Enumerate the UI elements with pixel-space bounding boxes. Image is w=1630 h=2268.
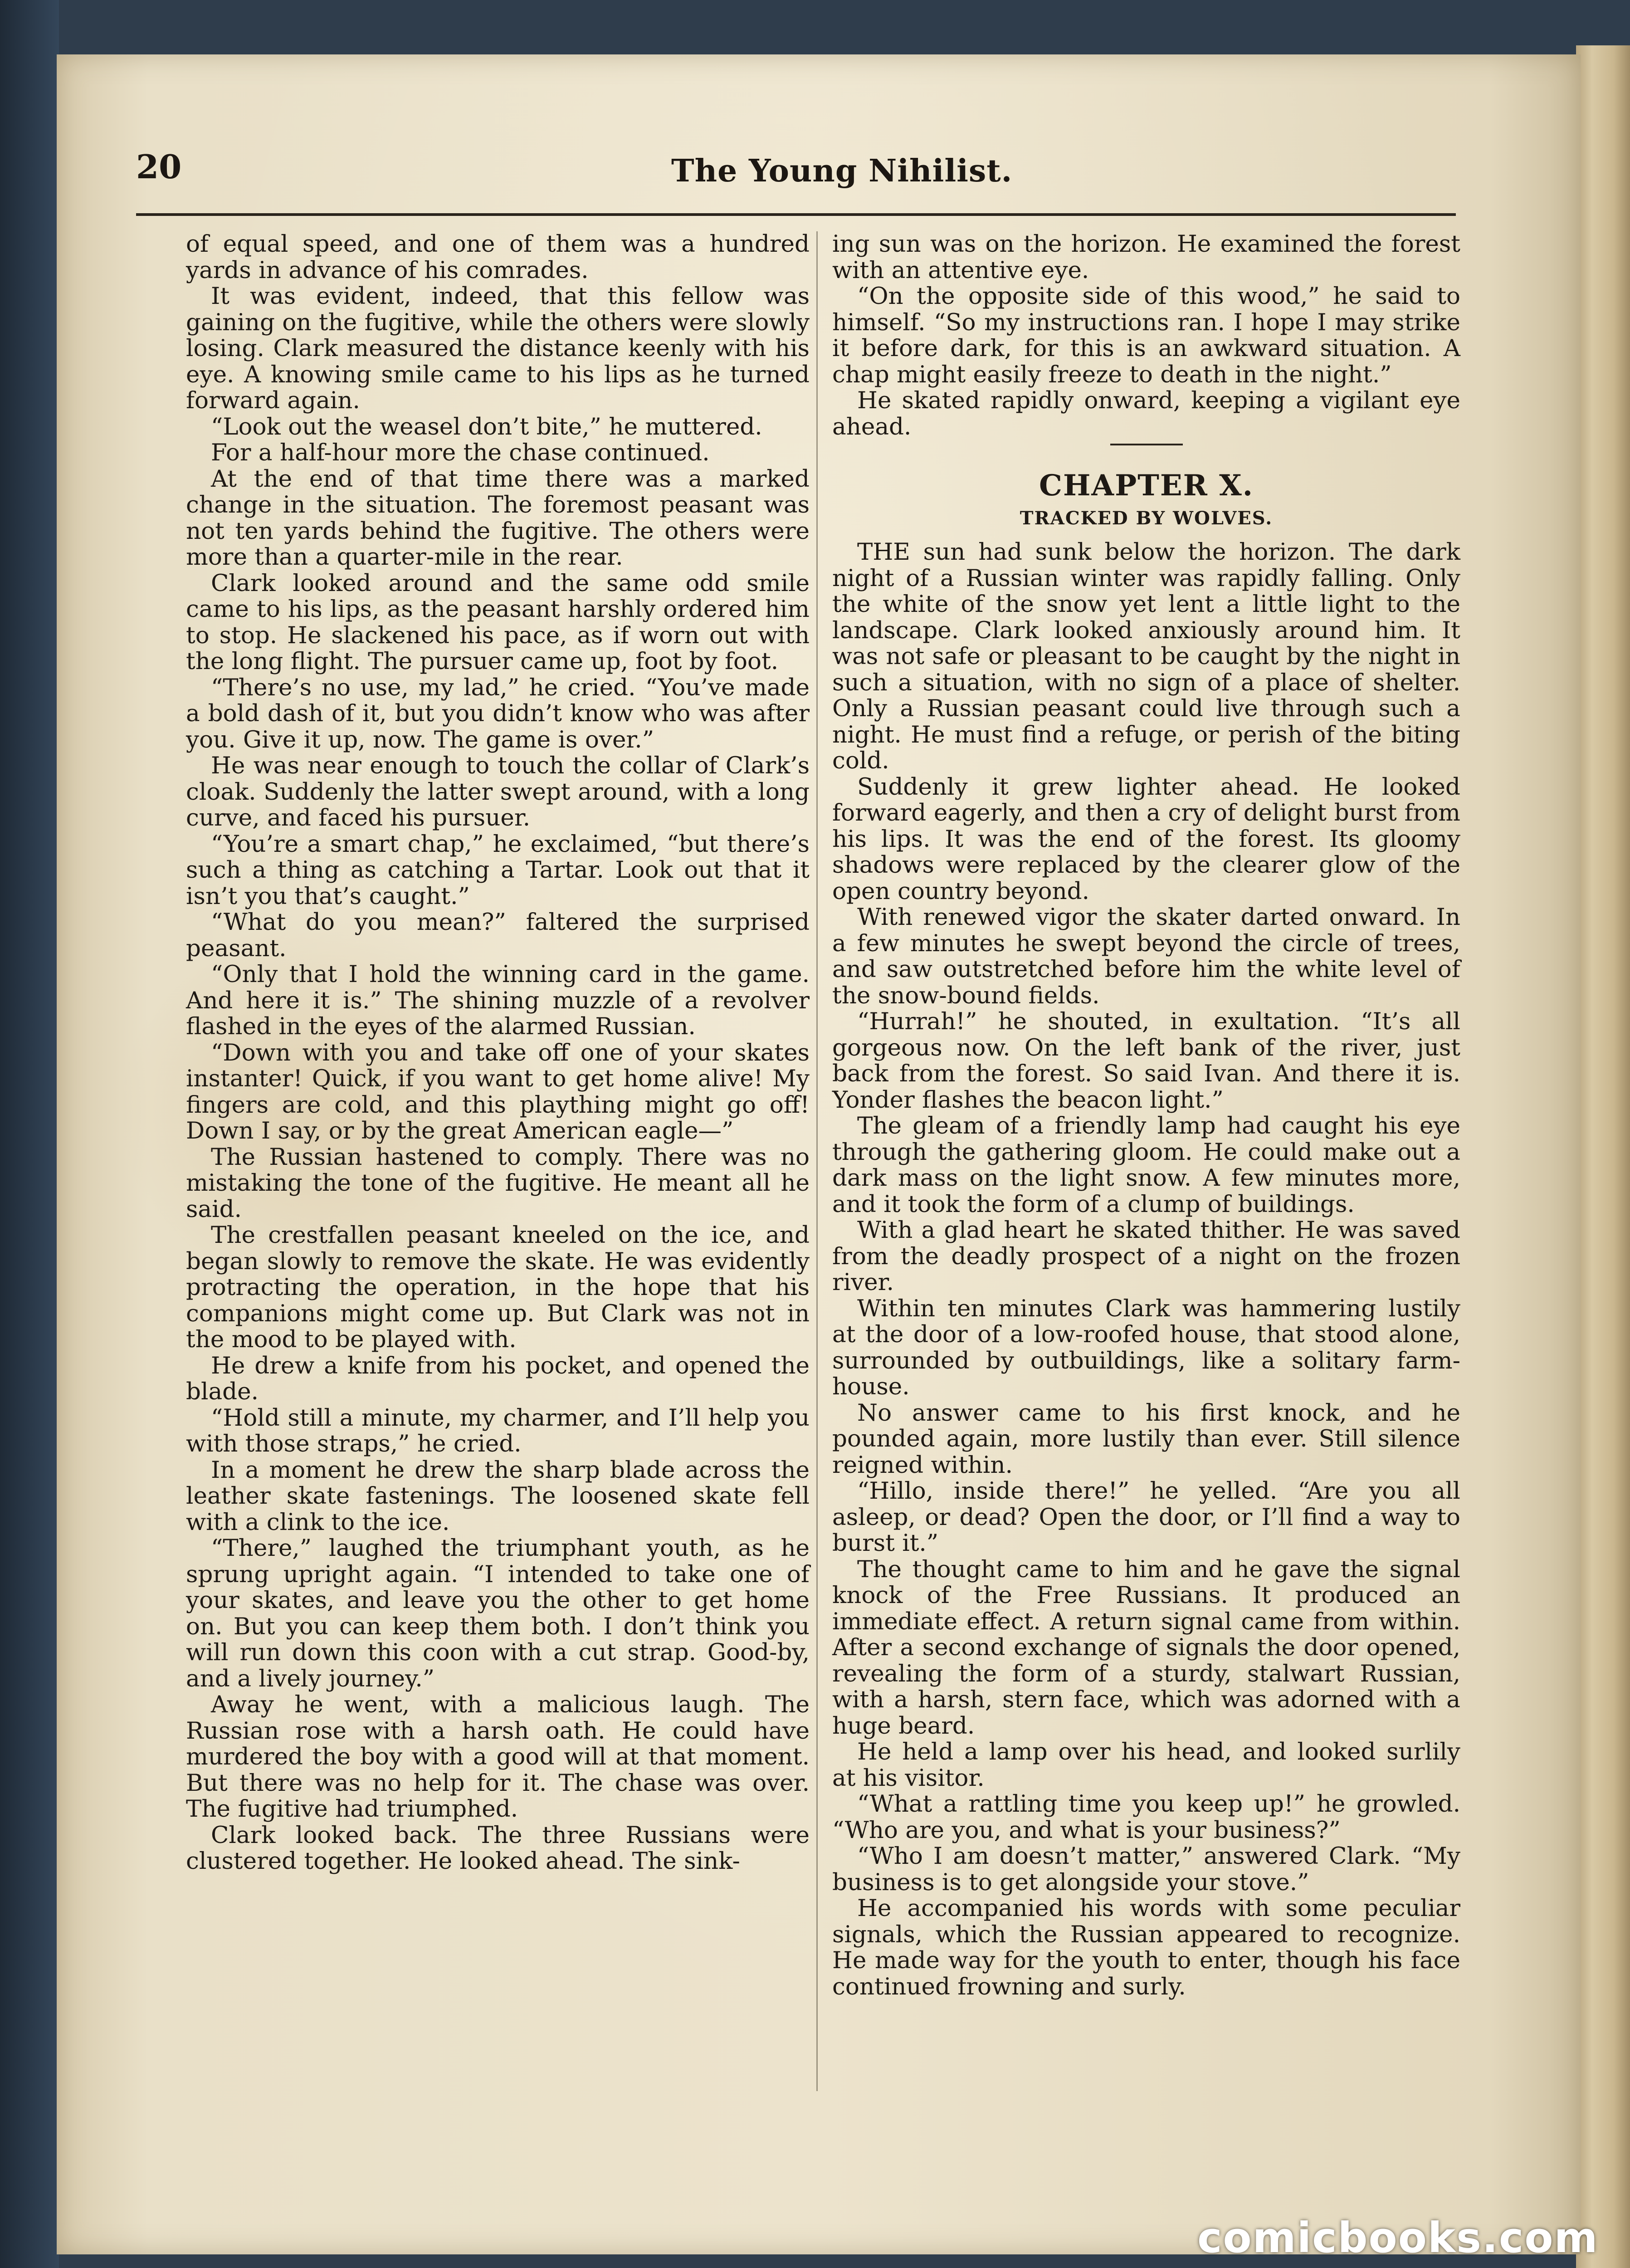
paragraph: “What do you mean?” faltered the surprised peasant. (186, 909, 810, 962)
paragraph: “Hillo, inside there!” he yelled. “Are you all asleep, or dead? Open the door, or I’ll find a way to burst it.” (832, 1477, 1460, 1557)
paragraph: “Who I am doesn’t matter,” answered Clark. “My business is to get alongside your stove.” (832, 1843, 1460, 1896)
paragraph: “Hold still a minute, my charmer, and I’ll help you with those straps,” he cried. (186, 1404, 810, 1457)
paragraph: No answer came to his first knock, and he pounded again, more lustily than ever. Still silence reigned within. (832, 1399, 1460, 1479)
section-rule (1110, 444, 1183, 445)
paragraph: He was near enough to touch the collar of Clark’s cloak. Suddenly the latter swept around, with a long curve, and faced his pursuer. (186, 752, 810, 831)
paragraph: With renewed vigor the skater darted onward. In a few minutes he swept beyond the circle of trees, and saw outstretched before him the white level of the snow-bound fields. (832, 904, 1460, 1009)
header-rule (136, 213, 1456, 216)
chapter-heading: CHAPTER X. (1039, 469, 1254, 503)
left-column (186, 231, 810, 1875)
paragraph: Clark looked around and the same odd smile came to his lips, as the peasant harshly ordered him to stop. He slackened his pace, as if worn out with the long flight. The pursuer came up, foot by foot. (186, 569, 810, 675)
paragraph: With a glad heart he skated thither. He was saved from the deadly prospect of a night on the frozen river. (832, 1217, 1460, 1296)
page-number: 20 (136, 147, 182, 186)
paragraph: The crestfallen peasant kneeled on the ice, and began slowly to remove the skate. He was evidently protracting the operation, in the hope that his companions might come up. But Clark was not in the mood to be played with. (186, 1222, 810, 1353)
paragraph: Within ten minutes Clark was hammering lustily at the door of a low-roofed house, that stood alone, surrounded by outbuildings, like a solitary farm-house. (832, 1295, 1460, 1400)
paragraph: He accompanied his words with some peculiar signals, which the Russian appeared to recognize. He made way for the youth to enter, though his face continued frowning and surly. (832, 1895, 1460, 2000)
paragraph: “Look out the weasel don’t bite,” he muttered. (211, 413, 762, 440)
paragraph: He drew a knife from his pocket, and opened the blade. (186, 1352, 810, 1405)
page-header (136, 147, 1465, 206)
paragraph: It was evident, indeed, that this fellow was gaining on the fugitive, while the others were slowly losing. Clark measured the distance keenly with his eye. A knowing smile came to his lips as he turned forward again. (186, 283, 810, 414)
paragraph: The gleam of a friendly lamp had caught his eye through the gathering gloom. He could make out a dark mass on the light snow. A few minutes more, and it took the form of a clump of buildings. (832, 1112, 1460, 1218)
paragraph: For a half-hour more the chase continued. (211, 439, 710, 466)
paragraph: Away he went, with a malicious laugh. The Russian rose with a harsh oath. He could have murdered the boy with a good will at that moment. But there was no help for it. The chase was over. The fugitive had triumphed. (186, 1691, 810, 1823)
paragraph: “You’re a smart chap,” he exclaimed, “but there’s such a thing as catching a Tartar. Look out that it isn’t you that’s caught.” (186, 830, 810, 910)
paragraph: THE sun had sunk below the horizon. The dark night of a Russian winter was rapidly falling. Only the white of the snow yet lent a little light to the landscape. Clark looked anxiously around him. It was not safe or pleasant to be caught by the night in such a situation, with no sign of a place of shelter. Only a Russian peasant could live through such a night. He must find a refuge, or perish of the biting cold. (832, 538, 1460, 774)
paragraph: He held a lamp over his head, and looked surlily at his visitor. (832, 1738, 1460, 1792)
watermark: comicbooks.com (1197, 2214, 1599, 2262)
running-title: The Young Nihilist. (671, 153, 1013, 189)
binding-spine (1576, 45, 1630, 2268)
paragraph: “Hurrah!” he shouted, in exultation. “It’s all gorgeous now. On the left bank of the river, just back from the forest. So said Ivan. And there it is. Yonder flashes the beacon light.” (832, 1008, 1460, 1114)
paragraph: “Down with you and take off one of your skates instanter! Quick, if you want to get home alive! My fingers are cold, and this plaything might go off! Down I say, or by the great American eagle—” (186, 1039, 810, 1144)
paragraph: At the end of that time there was a marked change in the situation. The foremost peasant was not ten yards behind the fugitive. The others were more than a quarter-mile in the rear. (186, 465, 810, 571)
right-column (832, 231, 1460, 2000)
paragraph: “What a rattling time you keep up!” he growled. “Who are you, and what is your business?” (832, 1790, 1460, 1844)
paragraph: He skated rapidly onward, keeping a vigilant eye ahead. (832, 387, 1460, 440)
paragraph: Clark looked back. The three Russians were clustered together. He looked ahead. The sink- (186, 1821, 810, 1875)
paragraph: The Russian hastened to comply. There was no mistaking the tone of the fugitive. He meant all he said. (186, 1143, 810, 1223)
paragraph: “There,” laughed the triumphant youth, as he sprung upright again. “I intended to take one of your skates, and leave you the other to get home on. But you can keep them both. I don’t think you will run down this coon with a cut strap. Good-by, and a lively journey.” (186, 1535, 810, 1692)
paragraph: “Only that I hold the winning card in the game. And here it is.” The shining muzzle of a revolver flashed in the eyes of the alarmed Russian. (186, 961, 810, 1040)
paragraph: Suddenly it grew lighter ahead. He looked forward eagerly, and then a cry of delight burst from his lips. It was the end of the forest. Its gloomy shadows were replaced by the clearer glow of the open country beyond. (832, 773, 1460, 905)
paragraph: In a moment he drew the sharp blade across the leather skate fastenings. The loosened skate fell with a clink to the ice. (186, 1456, 810, 1536)
paragraph: “On the opposite side of this wood,” he said to himself. “So my instructions ran. I hope I may strike it before dark, for this is an awkward situation. A chap might easily freeze to death in the night.” (832, 283, 1460, 388)
paragraph: of equal speed, and one of them was a hundred yards in advance of his comrades. (186, 230, 810, 284)
paragraph: “There’s no use, my lad,” he cried. “You’ve made a bold dash of it, but you didn’t know who was after you. Give it up, now. The game is over.” (186, 674, 810, 753)
column-divider (816, 231, 818, 2091)
paragraph: ing sun was on the horizon. He examined the forest with an attentive eye. (832, 230, 1460, 284)
chapter-subheading: TRACKED BY WOLVES. (1020, 507, 1273, 529)
paragraph: The thought came to him and he gave the signal knock of the Free Russians. It produced an immediate effect. A return signal came from within. After a second exchange of signals the door opened, revealing the form of a sturdy, stalwart Russian, with a harsh, stern face, which was adorned with a huge beard. (832, 1555, 1460, 1740)
background-edge (0, 0, 59, 2268)
